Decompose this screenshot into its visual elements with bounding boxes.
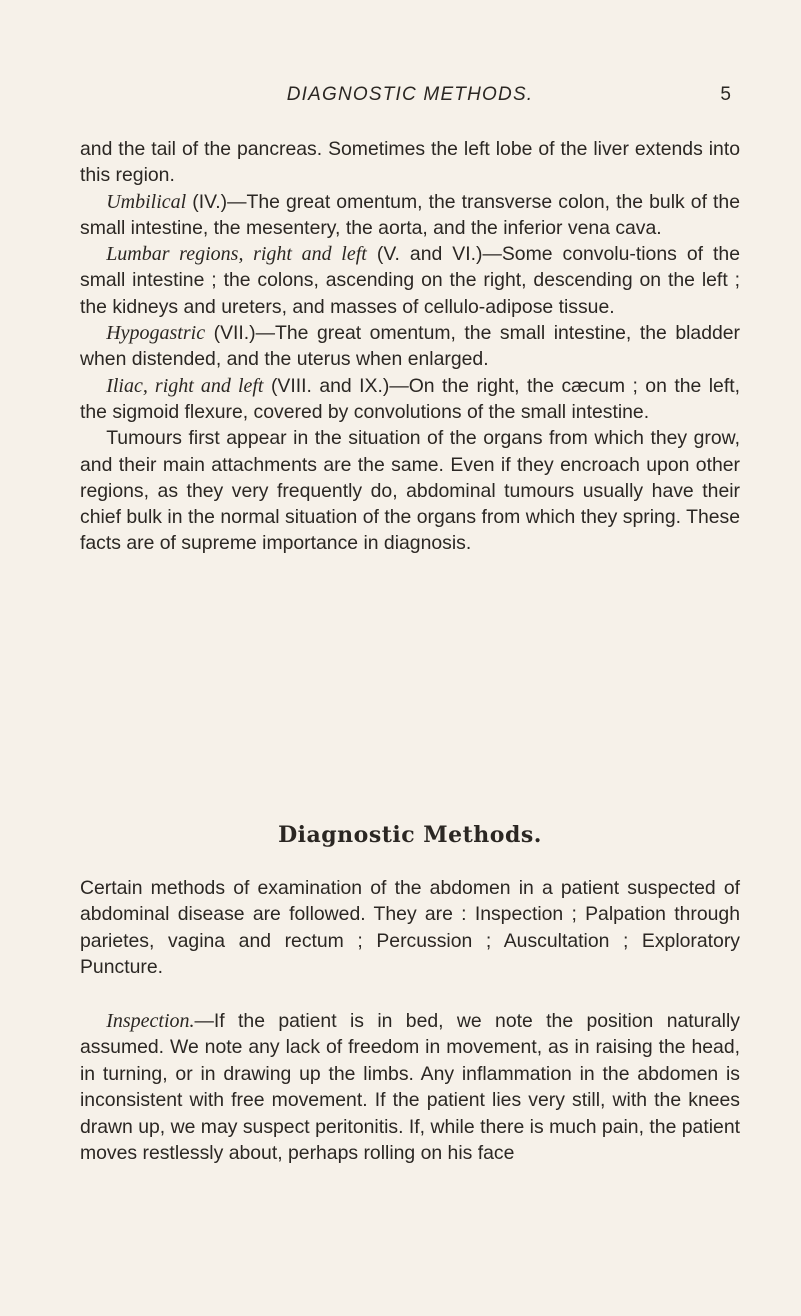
running-head — [0, 84, 801, 108]
methods-text-block — [80, 875, 740, 980]
region-description: (VIII. and IX.)—On the right, the cæcum ; on the left, the sigmoid flexure, covered by convolutions of the small intestine. — [80, 374, 741, 423]
region-term: Umbilical — [106, 190, 187, 213]
region-paragraph-hypogastric — [80, 320, 740, 373]
inspection-description: —If the patient is in bed, we note the position naturally assumed. We note any lack of freedom in movement, as in raising the head, in turning, or in drawing up the limbs. Any inflammation in the abdomen is inconsistent with free movement. If the patient lies very still, with the knees drawn up, we may suspect peritonitis. If, while there is much pain, the patient moves restlessly about, perhaps rolling on his face — [80, 1010, 740, 1165]
region-paragraph-lumbar — [80, 241, 740, 320]
region-term: Hypogastric — [106, 322, 206, 345]
methods-paragraph: Certain methods of examination of the abdomen in a patient suspected of abdominal disease are followed. They are : Inspection ; Palpation through parietes, vagina and rectum ; Percussion ; Auscultation ; Exploratory Puncture. — [80, 877, 740, 978]
region-description: (IV.)—The great omentum, the transverse colon, the bulk of the small intestine, the mesentery, the aorta, and the inferior vena cava. — [80, 190, 740, 239]
region-term: Lumbar regions, right and left — [106, 243, 367, 266]
region-description: (V. and VI.)—Some convolu-tions of the small intestine ; the colons, ascending on the right, descending on the left ; the kidneys and ureters, and masses of cellulo-adipose tissue. — [80, 243, 740, 318]
inspection-text-block — [80, 1008, 740, 1166]
region-paragraph-iliac — [80, 373, 740, 426]
inspection-term: Inspection. — [106, 1010, 195, 1032]
region-paragraph-umbilical — [80, 189, 740, 242]
inspection-paragraph — [80, 1008, 740, 1166]
region-term: Iliac, right and left — [106, 374, 264, 397]
running-title: DIAGNOSTIC METHODS. — [286, 84, 534, 105]
region-description: (VII.)—The great omentum, the small intestine, the bladder when distended, and the uterus when enlarged. — [80, 322, 740, 371]
regions-text-block — [80, 136, 740, 557]
section-heading: Diagnostic Methods. — [278, 822, 542, 848]
tumours-paragraph: Tumours first appear in the situation of the organs from which they grow, and their main attachments are the same. Even if they encroach upon other regions, as they very frequently do, abdominal tumours usually have their chief bulk in the normal situation of the organs from which they spring. These facts are of supreme importance in diagnosis. — [80, 427, 740, 555]
continuation-paragraph: and the tail of the pancreas. Sometimes the left lobe of the liver extends into this region. — [80, 138, 740, 187]
page-number: 5 — [720, 84, 731, 105]
